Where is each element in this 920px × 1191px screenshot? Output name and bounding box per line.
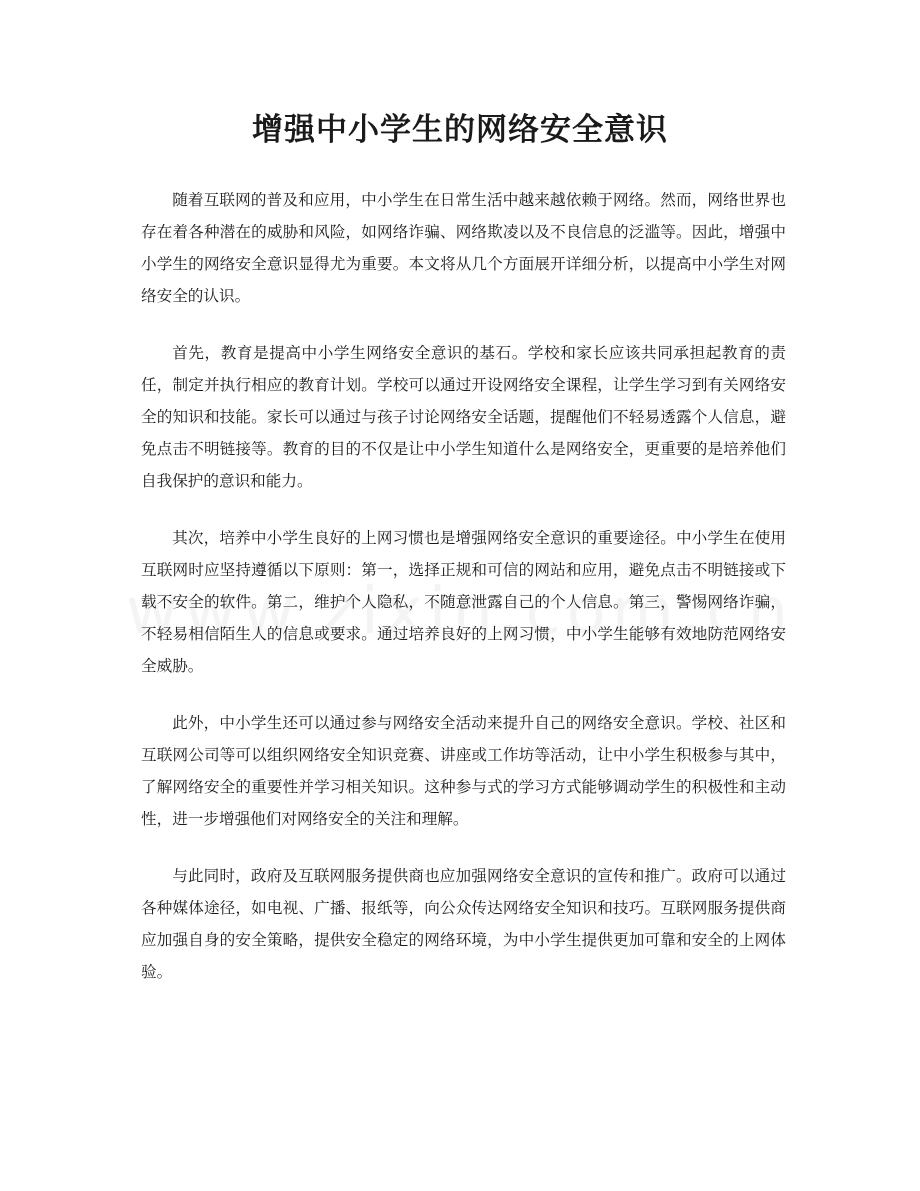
- paragraph-intro: 随着互联网的普及和应用，中小学生在日常生活中越来越依赖于网络。然而，网络世界也存在着各种潜在的威胁和风险，如网络诈骗、网络欺凌以及不良信息的泛滥等。因此，增强中小学生的网络安全意识显得尤为重要。本文将从几个方面展开详细分析，以提高中小学生对网络安全的认识。: [141, 191, 786, 305]
- document-body: [141, 184, 786, 1013]
- paragraph-government: 与此同时，政府及互联网服务提供商也应加强网络安全意识的宣传和推广。政府可以通过各种媒体途径，如电视、广播、报纸等，向公众传达网络安全知识和技巧。互联网服务提供商应加强自身的安全策略，提供安全稳定的网络环境，为中小学生提供更加可靠和安全的上网体验。: [141, 867, 786, 981]
- paragraph-education: 首先，教育是提高中小学生网络安全意识的基石。学校和家长应该共同承担起教育的责任，制定并执行相应的教育计划。学校可以通过开设网络安全课程，让学生学习到有关网络安全的知识和技能。家长可以通过与孩子讨论网络安全话题，提醒他们不轻易透露个人信息，避免点击不明链接等。教育的目的不仅是让中小学生知道什么是网络安全，更重要的是培养他们自我保护的意识和能力。: [141, 344, 786, 490]
- document-title: 增强中小学生的网络安全意识: [252, 112, 668, 148]
- paragraph-habits: 其次，培养中小学生良好的上网习惯也是增强网络安全意识的重要途径。中小学生在使用互联网时应坚持遵循以下原则：第一，选择正规和可信的网站和应用，避免点击不明链接或下载不安全的软件。第二，维护个人隐私，不随意泄露自己的个人信息。第三，警惕网络诈骗，不轻易相信陌生人的信息或要求。通过培养良好的上网习惯，中小学生能够有效地防范网络安全威胁。: [141, 529, 786, 675]
- paragraph-activities: 此外，中小学生还可以通过参与网络安全活动来提升自己的网络安全意识。学校、社区和互联网公司等可以组织网络安全知识竞赛、讲座或工作坊等活动，让中小学生积极参与其中，了解网络安全的重要性并学习相关知识。这种参与式的学习方式能够调动学生的积极性和主动性，进一步增强他们对网络安全的关注和理解。: [141, 714, 786, 828]
